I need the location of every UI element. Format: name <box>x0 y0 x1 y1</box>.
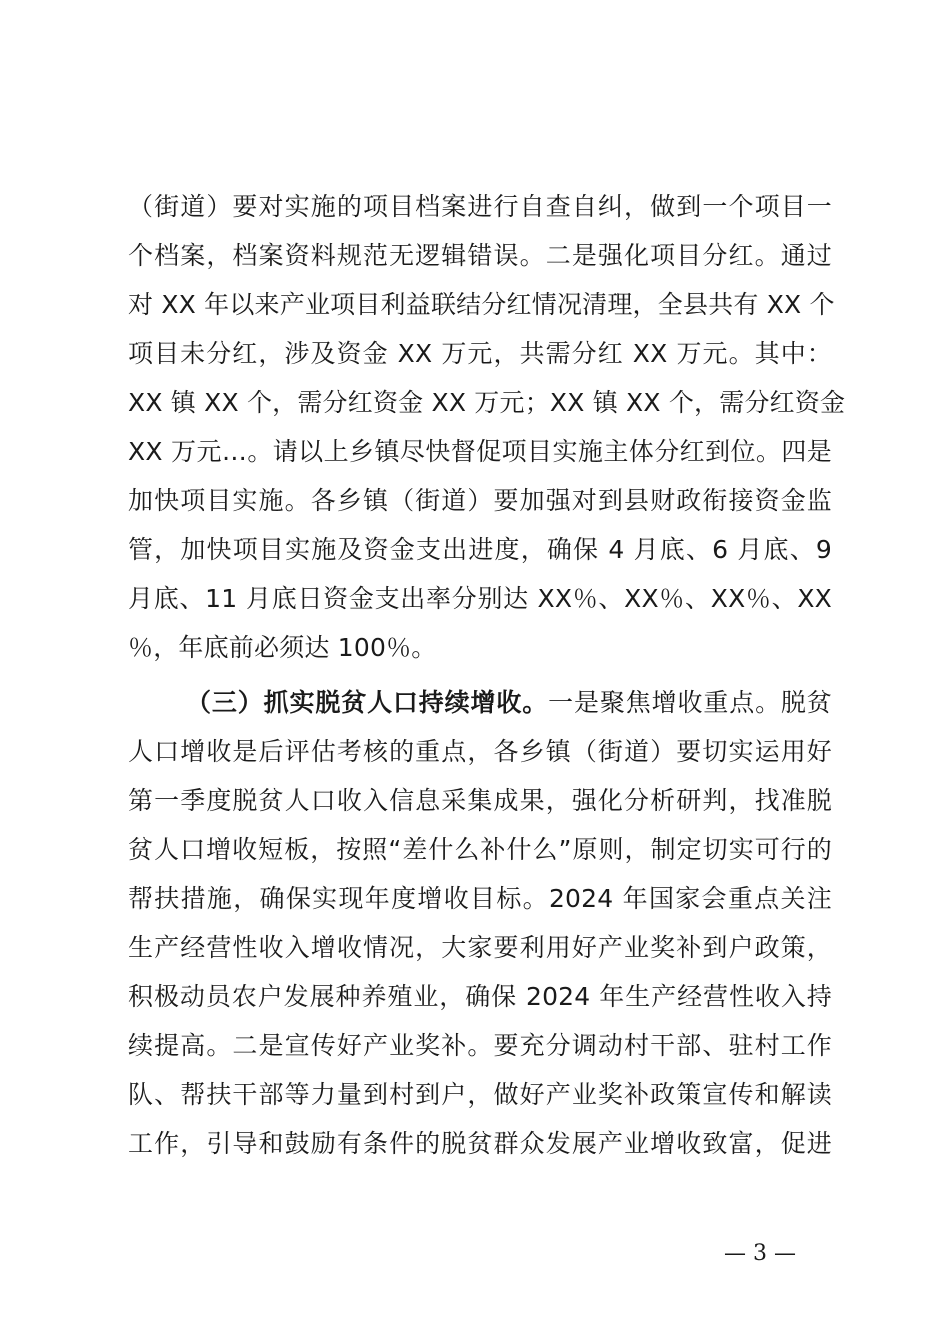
text-line: 月底、11 月底日资金支出率分别达 XX％、XX％、XX％、XX <box>128 584 832 613</box>
text-line: 帮扶措施，确保实现年度增收目标。2024 年国家会重点关注 <box>128 884 832 913</box>
text-line: 工作，引导和鼓励有条件的脱贫群众发展产业增收致富，促进 <box>128 1129 832 1158</box>
section-heading: （三）抓实脱贫人口持续增收。 <box>186 688 549 717</box>
text-line: （街道）要对实施的项目档案进行自查自纠，做到一个项目一 <box>128 192 832 221</box>
text-line: ％，年底前必须达 100％。 <box>128 633 437 662</box>
text-line: XX 镇 XX 个，需分红资金 XX 万元；XX 镇 XX 个，需分红资金 <box>128 388 846 417</box>
section-heading-line <box>186 678 832 727</box>
text-line: 个档案，档案资料规范无逻辑错误。二是强化项目分红。通过 <box>128 241 832 270</box>
text-line: 对 XX 年以来产业项目利益联结分红情况清理，全县共有 XX 个 <box>128 290 835 319</box>
text-line: 续提高。二是宣传好产业奖补。要充分调动村干部、驻村工作 <box>128 1031 832 1060</box>
text-line: 第一季度脱贫人口收入信息采集成果，强化分析研判，找准脱 <box>128 786 832 815</box>
text-line: 生产经营性收入增收情况，大家要利用好产业奖补到户政策， <box>128 933 832 962</box>
page-number: — 3 — <box>724 1241 796 1266</box>
text-line: XX 万元…。请以上乡镇尽快督促项目实施主体分红到位。四是 <box>128 437 832 466</box>
text-line: 贫人口增收短板，按照“差什么补什么”原则，制定切实可行的 <box>128 835 832 864</box>
text-line: 项目未分红，涉及资金 XX 万元，共需分红 XX 万元。其中： <box>128 339 832 368</box>
text-line: 积极动员农户发展种养殖业，确保 2024 年生产经营性收入持 <box>128 982 832 1011</box>
text-line: 管，加快项目实施及资金支出进度，确保 4 月底、6 月底、9 <box>128 535 832 564</box>
text-line: 人口增收是后评估考核的重点，各乡镇（街道）要切实运用好 <box>128 737 832 766</box>
text-line: 加快项目实施。各乡镇（街道）要加强对到县财政衔接资金监 <box>128 486 832 515</box>
section-heading-continuation: 一是聚焦增收重点。脱贫 <box>548 688 833 717</box>
text-line: 队、帮扶干部等力量到村到户，做好产业奖补政策宣传和解读 <box>128 1080 832 1109</box>
